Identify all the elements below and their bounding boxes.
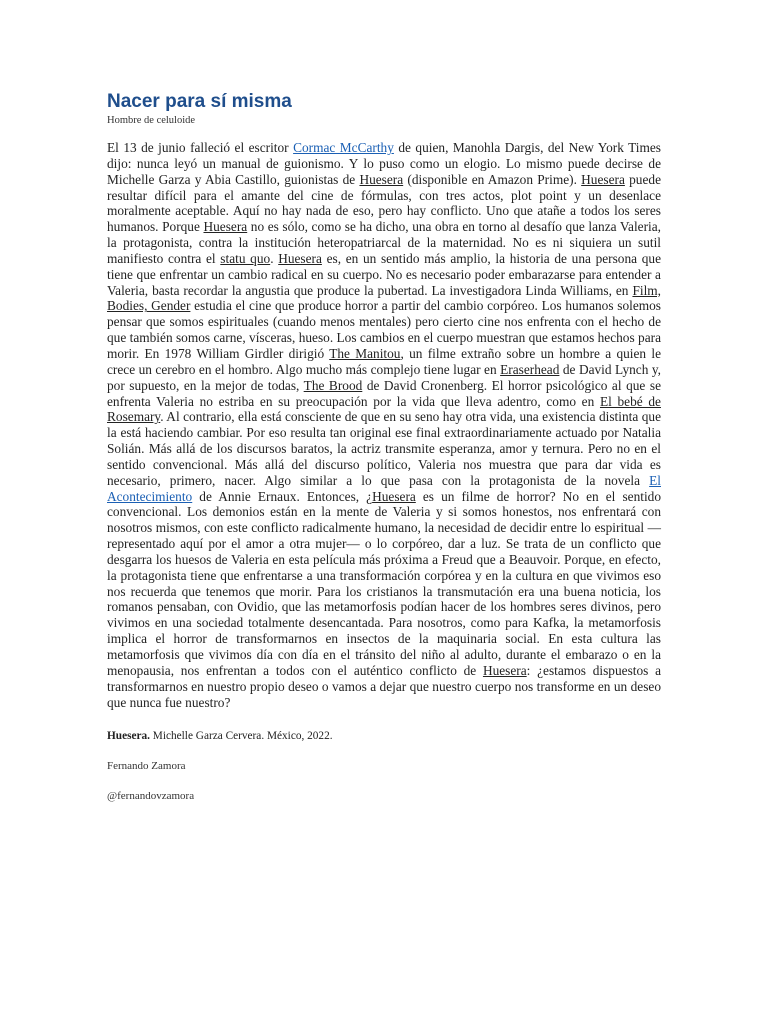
body-text: : ¿estamos dispuestos a transformarnos en nuestro propio deseo o vamos a dejar que nuestro cuerpo nos transforme en un deseo que nunca fue nuestro? [107, 662, 661, 710]
author-handle: @fernandovzamora [107, 790, 195, 803]
underlined-title: El bebé de Rosemary [107, 393, 661, 425]
body-text: . [270, 250, 279, 266]
underlined-title: Huesera [359, 171, 404, 187]
author-name: Fernando Zamora [107, 760, 186, 773]
underlined-title: Eraserhead [500, 361, 560, 377]
body-text: . Al contrario, ella está consciente de que en su seno hay otra vida, una existencia distinta que la está haciendo cambiar. Por eso resulta tan original ese final extraordinariamente actuado por Natalia Solián. Más allá de los discursos baratos, la actriz transmite esperanza, amor y ternura. Pero no en el sentido convencional. Más allá del discurso político, Valeria nos muestra que para dar vida es necesario, primero, nacer. Algo similar a lo que pasa con la protagonista de la novela [107, 409, 661, 488]
credit-film-title: Huesera. [107, 730, 150, 743]
body-text: de David Cronenberg. El horror psicológico al que se enfrenta Valeria no estriba en su preocupación por la vida que lleva adentro, como en [107, 377, 661, 409]
underlined-title: Huesera [482, 662, 527, 678]
inline-link[interactable]: El Acontecimiento [107, 472, 661, 504]
body-text: estudia el cine que produce horror a partir del cambio corpóreo. Los humanos solemos pensar que somos espirituales (cuando menos mentales) pero cierto cine nos enfrenta con el hecho de que también somos carne, vísceras, hueso. Los cambios en el cuerpo muestran que estamos hechos para morir. En 1978 William Girdler dirigió [107, 298, 661, 361]
film-credit [107, 729, 661, 743]
body-text: , un filme extraño sobre un hombre a quien le crece un cerebro en el hombro. Algo mucho más complejo tiene lugar en [107, 345, 661, 377]
inline-link[interactable]: Cormac McCarthy [293, 140, 394, 155]
body-text: es, en un sentido más amplio, la historia de una persona que tiene que enfrentar un cambio radical en su cuerpo. No es necesario poder embarazarse para entender a Valeria, basta recordar la angustia que produce la pubertad. La investigadora Linda Williams, en [107, 250, 662, 298]
article-subtitle: Hombre de celuloide [107, 115, 196, 126]
body-text: puede resultar difícil para el amante del cine de fórmulas, con tres actos, plot point y un desenlace moralmente aceptable. Aquí no hay nada de eso, pero hay conflicto. Uno que atañe a todos los seres humanos. Porque [107, 171, 661, 235]
underlined-title: The Manitou [329, 345, 401, 361]
underlined-title: Huesera [203, 219, 248, 235]
underlined-title: The Brood [303, 377, 363, 393]
body-text: El 13 de junio falleció el escritor [107, 140, 294, 155]
body-text: no es sólo, como se ha dicho, una obra en torno al desafío que lanza Valeria, la protagonista, contra la institución heteropatriarcal de la maternidad. No es ni siquiera un sutil manifiesto contra el [107, 219, 661, 266]
article-body [107, 140, 661, 710]
article [107, 90, 661, 803]
underlined-title: Huesera [278, 250, 322, 266]
article-title: Nacer para sí misma [107, 91, 292, 112]
credit-details: Michelle Garza Cervera. México, 2022. [149, 730, 333, 743]
body-text: de quien, Manohla Dargis, del New York Times dijo: nunca leyó un manual de guionismo. Y lo puso como un elogio. Lo mismo puede decirse de Michelle Garza y Abia Castillo, guionistas de [107, 140, 661, 187]
body-text: es un filme de horror? No en el sentido convencional. Los demonios están en la mente de Valeria y si somos honestos, nos enfrentará con nosotros mismos, con este conflicto radicalmente humano, la necesidad de decidir entre lo espiritual —representado aquí por el amor a otra mujer— o lo corpóreo, dar a luz. Se trata de un conflicto que desgarra los huesos de Valeria en esta película más próxima a Freud que a Beauvoir. Porque, en efecto, la protagonista tiene que enfrentarse a una transformación corpórea y en la cultura en que vivimos eso nos recuerda que tenemos que morir. Para los cristianos la transmutación era una buena noticia, los romanos pensaban, con Ovidio, que las metamorfosis podían hacer de los hombres seres divinos, pero vivimos en una sociedad totalmente desencantada. Para nosotros, como para Kafka, la metamorfosis implica el horror de transformarnos en insectos de la maquinaria social. En esta cultura las metamorfosis que vivimos día con día en el tránsito del niño al adulto, durante el embarazo o en la menopausia, nos enfrentan a todos con el auténtico conflicto de [107, 488, 661, 678]
underlined-title: statu quo [220, 250, 271, 266]
body-text: (disponible en Amazon Prime). [403, 171, 582, 187]
body-text: de David Lynch y, por supuesto, en la mejor de todas, [107, 361, 661, 393]
underlined-title: Huesera [581, 171, 625, 187]
underlined-title: Huesera [372, 488, 416, 504]
body-text: de Annie Ernaux. Entonces, ¿ [192, 488, 373, 504]
underlined-title: Film, Bodies, Gender [107, 282, 661, 314]
